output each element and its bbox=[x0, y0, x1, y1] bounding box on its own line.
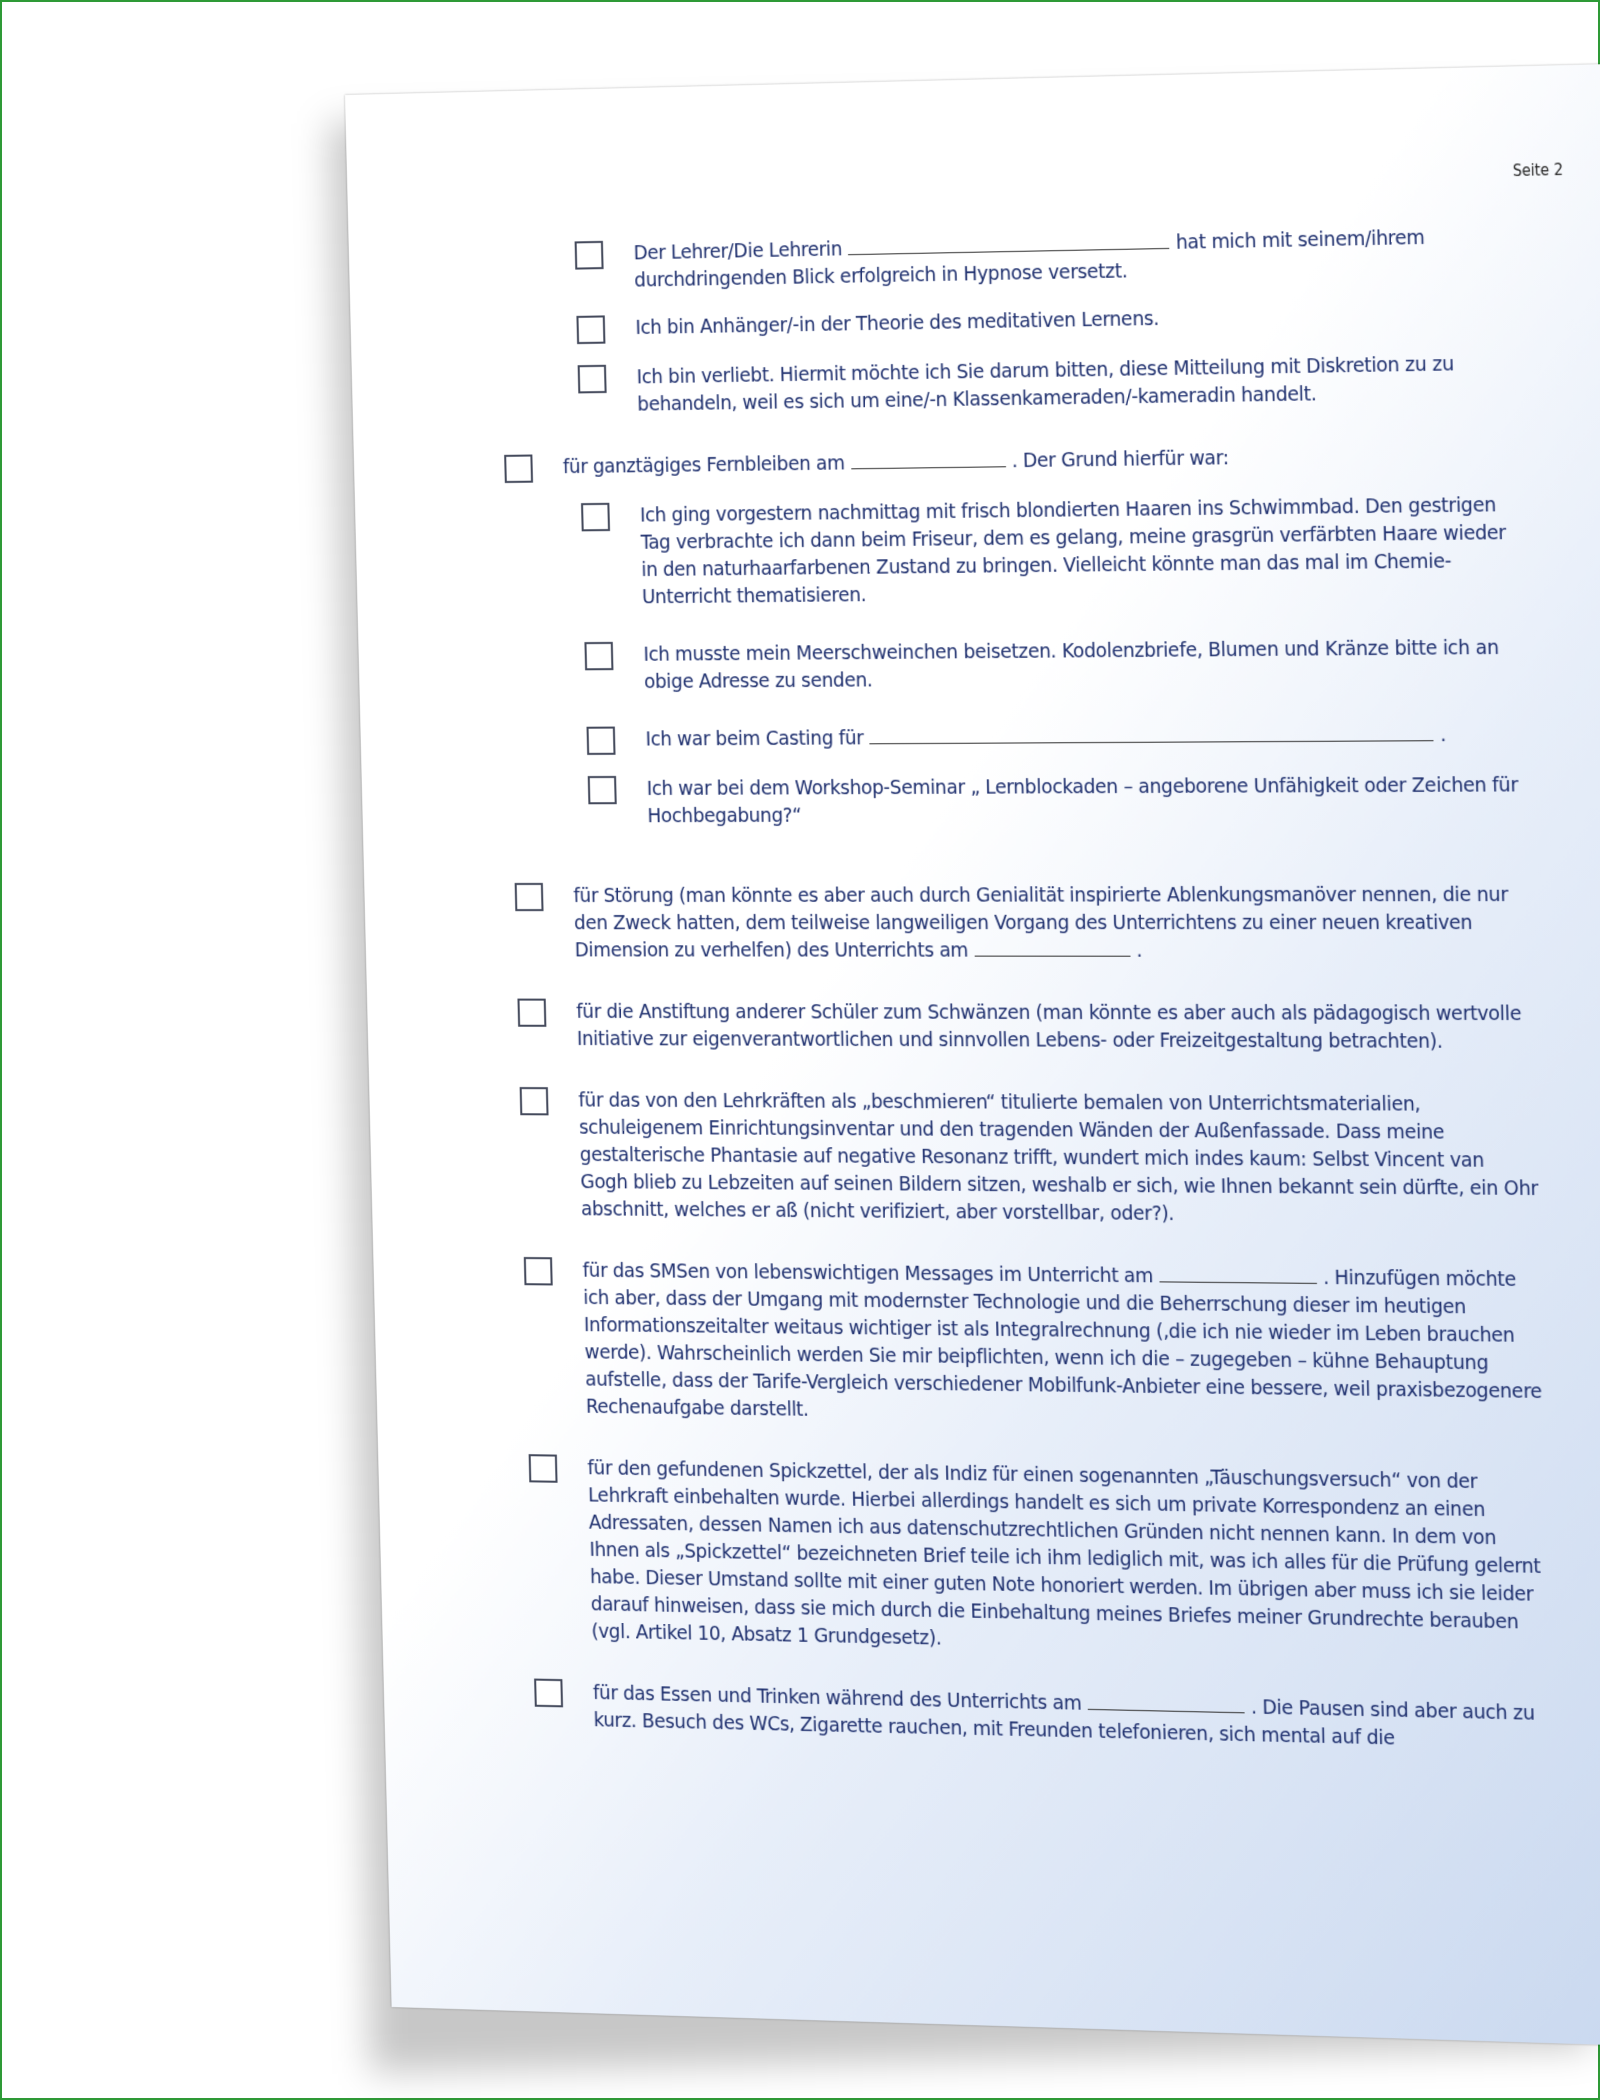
list-item bbox=[504, 440, 1520, 483]
list-item bbox=[576, 298, 1516, 344]
item-text: für das Essen und Trinken während des Unterrichts am . Die Pausen sind aber auch zu kurz. Besuch des WCs, Zigarette rauchen, mit Freunden telefonieren, sich mental auf die bbox=[592, 1679, 1536, 1750]
document-page bbox=[345, 64, 1600, 2046]
item-text: Ich ging vorgestern nachmittag mit frisch blondierten Haaren ins Schwimmbad. Den gestrigen Tag verbrachte ich dann beim Friseur, dem es gelang, meine grasgrün verfärbten Haare wieder in den naturhaarfarbenen Zustand zu bringen. Vielleicht könnte man das mal im Chemie-Unterricht thematisieren. bbox=[639, 491, 1507, 609]
checkbox[interactable] bbox=[534, 1679, 563, 1708]
list-item bbox=[529, 1453, 1551, 1664]
fill-in-blank[interactable] bbox=[869, 722, 1434, 745]
checkbox[interactable] bbox=[587, 727, 616, 755]
checkbox[interactable] bbox=[520, 1087, 549, 1115]
item-text: Ich war beim Casting für . bbox=[645, 721, 1447, 751]
checkbox[interactable] bbox=[576, 315, 605, 344]
item-text: für Störung (man könnte es aber auch durch Genialität inspirierte Ablenkungsmanöver nennen, die nur den Zweck hatten, dem teilweise langweiligen Vorgang des Unterrichtens zu einer neuen kreativen Dimension zu verhelfen) des Unterrichts am . bbox=[573, 881, 1509, 962]
list-item bbox=[534, 1678, 1553, 1756]
item-text: für die Anstiftung anderer Schüler zum Schwänzen (man könnte es aber auch als pädagogisch wertvolle Initiative zur eigenverantwortlichen und sinnvollen Lebens- oder Freizeitgestaltung betrachten). bbox=[575, 998, 1522, 1053]
list-item bbox=[517, 998, 1535, 1056]
item-text: für das SMSen von lebenswichtigen Messages im Unterricht am . Hinzufügen möchte ich aber, dass der Umgang mit modernster Technologie und die Beherrschung dieser im heutigen Informationszeitalter weitaus wichtiger ist als Integralrechnung (‚die ich nie wieder im Leben brauchen werde). Wahrscheinlich werden Sie mir beipflichten, wenn ich die – zugegeben – kühne Behauptung aufstelle, dass der Tarife-Vergleich verschiedener Mobilfunk-Anbieter eine bessere, weil praxisbezogenere Rechenaufgabe darstellt. bbox=[582, 1257, 1543, 1421]
item-text: für ganztägiges Fernbleiben am . Der Grund hierfür war: bbox=[562, 444, 1230, 479]
fill-in-blank[interactable] bbox=[848, 229, 1170, 255]
checkbox[interactable] bbox=[504, 454, 533, 483]
checkbox[interactable] bbox=[575, 241, 604, 270]
list-item bbox=[584, 633, 1525, 695]
checkbox[interactable] bbox=[515, 883, 544, 911]
checklist bbox=[499, 222, 1553, 1756]
fill-in-blank[interactable] bbox=[851, 448, 1006, 469]
checkbox[interactable] bbox=[584, 642, 613, 670]
list-item bbox=[578, 349, 1519, 419]
list-item bbox=[515, 880, 1533, 964]
item-text: für den gefundenen Spickzettel, der als Indiz für einen sogenannten „Täuschungsversuch“ von der Lehrkraft einbehalten wurde. Hierbei allerdings handelt es sich um private Korrespondenz an einen Adressaten, dessen Namen ich aus datenschutzrechtlichen Gründen nicht nennen kann. In dem von Ihnen als „Spickzettel“ bezeichneten Brief teile ich ihm lediglich mit, was ich alles für die Prüfung gelernt habe. Dieser Umstand sollte mit einer guten Note honoriert werden. Im übrigen aber muss ich sie leider darauf hinweisen, dass sie mich durch die Einbehaltung meines Briefes meiner Grundrechte berauben (vgl. Artikel 10, Absatz 1 Grundgesetz). bbox=[587, 1455, 1541, 1650]
list-item bbox=[588, 771, 1530, 830]
fill-in-blank[interactable] bbox=[1159, 1263, 1317, 1284]
list-item bbox=[524, 1256, 1545, 1433]
list-item bbox=[581, 490, 1524, 611]
fill-in-blank[interactable] bbox=[1088, 1690, 1245, 1713]
item-text: Der Lehrer/Die Lehrerin hat mich mit seinem/ihrem durchdringenden Blick erfolgreich in Hypnose versetzt. bbox=[633, 224, 1425, 292]
checkbox[interactable] bbox=[581, 503, 610, 532]
item-text: Ich musste mein Meerschweinchen beisetzen. Kodolenzbriefe, Blumen und Kränze bitte ich an obige Adresse zu senden. bbox=[643, 634, 1500, 694]
checkbox[interactable] bbox=[529, 1454, 558, 1483]
list-item bbox=[586, 720, 1527, 755]
checkbox[interactable] bbox=[517, 999, 546, 1027]
item-text: für das von den Lehrkräften als „beschmieren“ titulierte bemalen von Unterrichtsmaterialien, schuleigenem Einrichtungsinventar und den tragenden Wänden der Außenfassade. Dass meine gestalterische Phantasie auf negative Resonanz trifft, wundert mich indes kaum: Selbst Vincent van Gogh blieb zu Lebzeiten auf seinen Bildern sitzen, weshalb er sich, wie Ihnen bekannt sein dürfte, ein Ohr abschnitt, welches er aß (nicht verifiziert, aber vorstellbar, oder?). bbox=[578, 1087, 1539, 1226]
checkbox[interactable] bbox=[588, 776, 617, 804]
checkbox[interactable] bbox=[524, 1257, 553, 1285]
list-item bbox=[575, 222, 1516, 295]
item-text: Ich war bei dem Workshop-Seminar „ Lernblockaden – angeborene Unfähigkeit oder Zeichen für Hochbegabung?“ bbox=[646, 771, 1519, 828]
page-number: Seite 2 bbox=[1512, 160, 1564, 181]
item-text: Ich bin Anhänger/-in der Theorie des meditativen Lernens. bbox=[635, 305, 1160, 340]
item-text: Ich bin verliebt. Hiermit möchte ich Sie darum bitten, diese Mitteilung mit Diskretion zu zu behandeln, weil es sich um eine/-n Klassenkameraden/-kameradin handelt. bbox=[636, 350, 1455, 416]
checkbox[interactable] bbox=[578, 365, 607, 394]
list-item bbox=[520, 1086, 1540, 1230]
fill-in-blank[interactable] bbox=[974, 937, 1130, 956]
